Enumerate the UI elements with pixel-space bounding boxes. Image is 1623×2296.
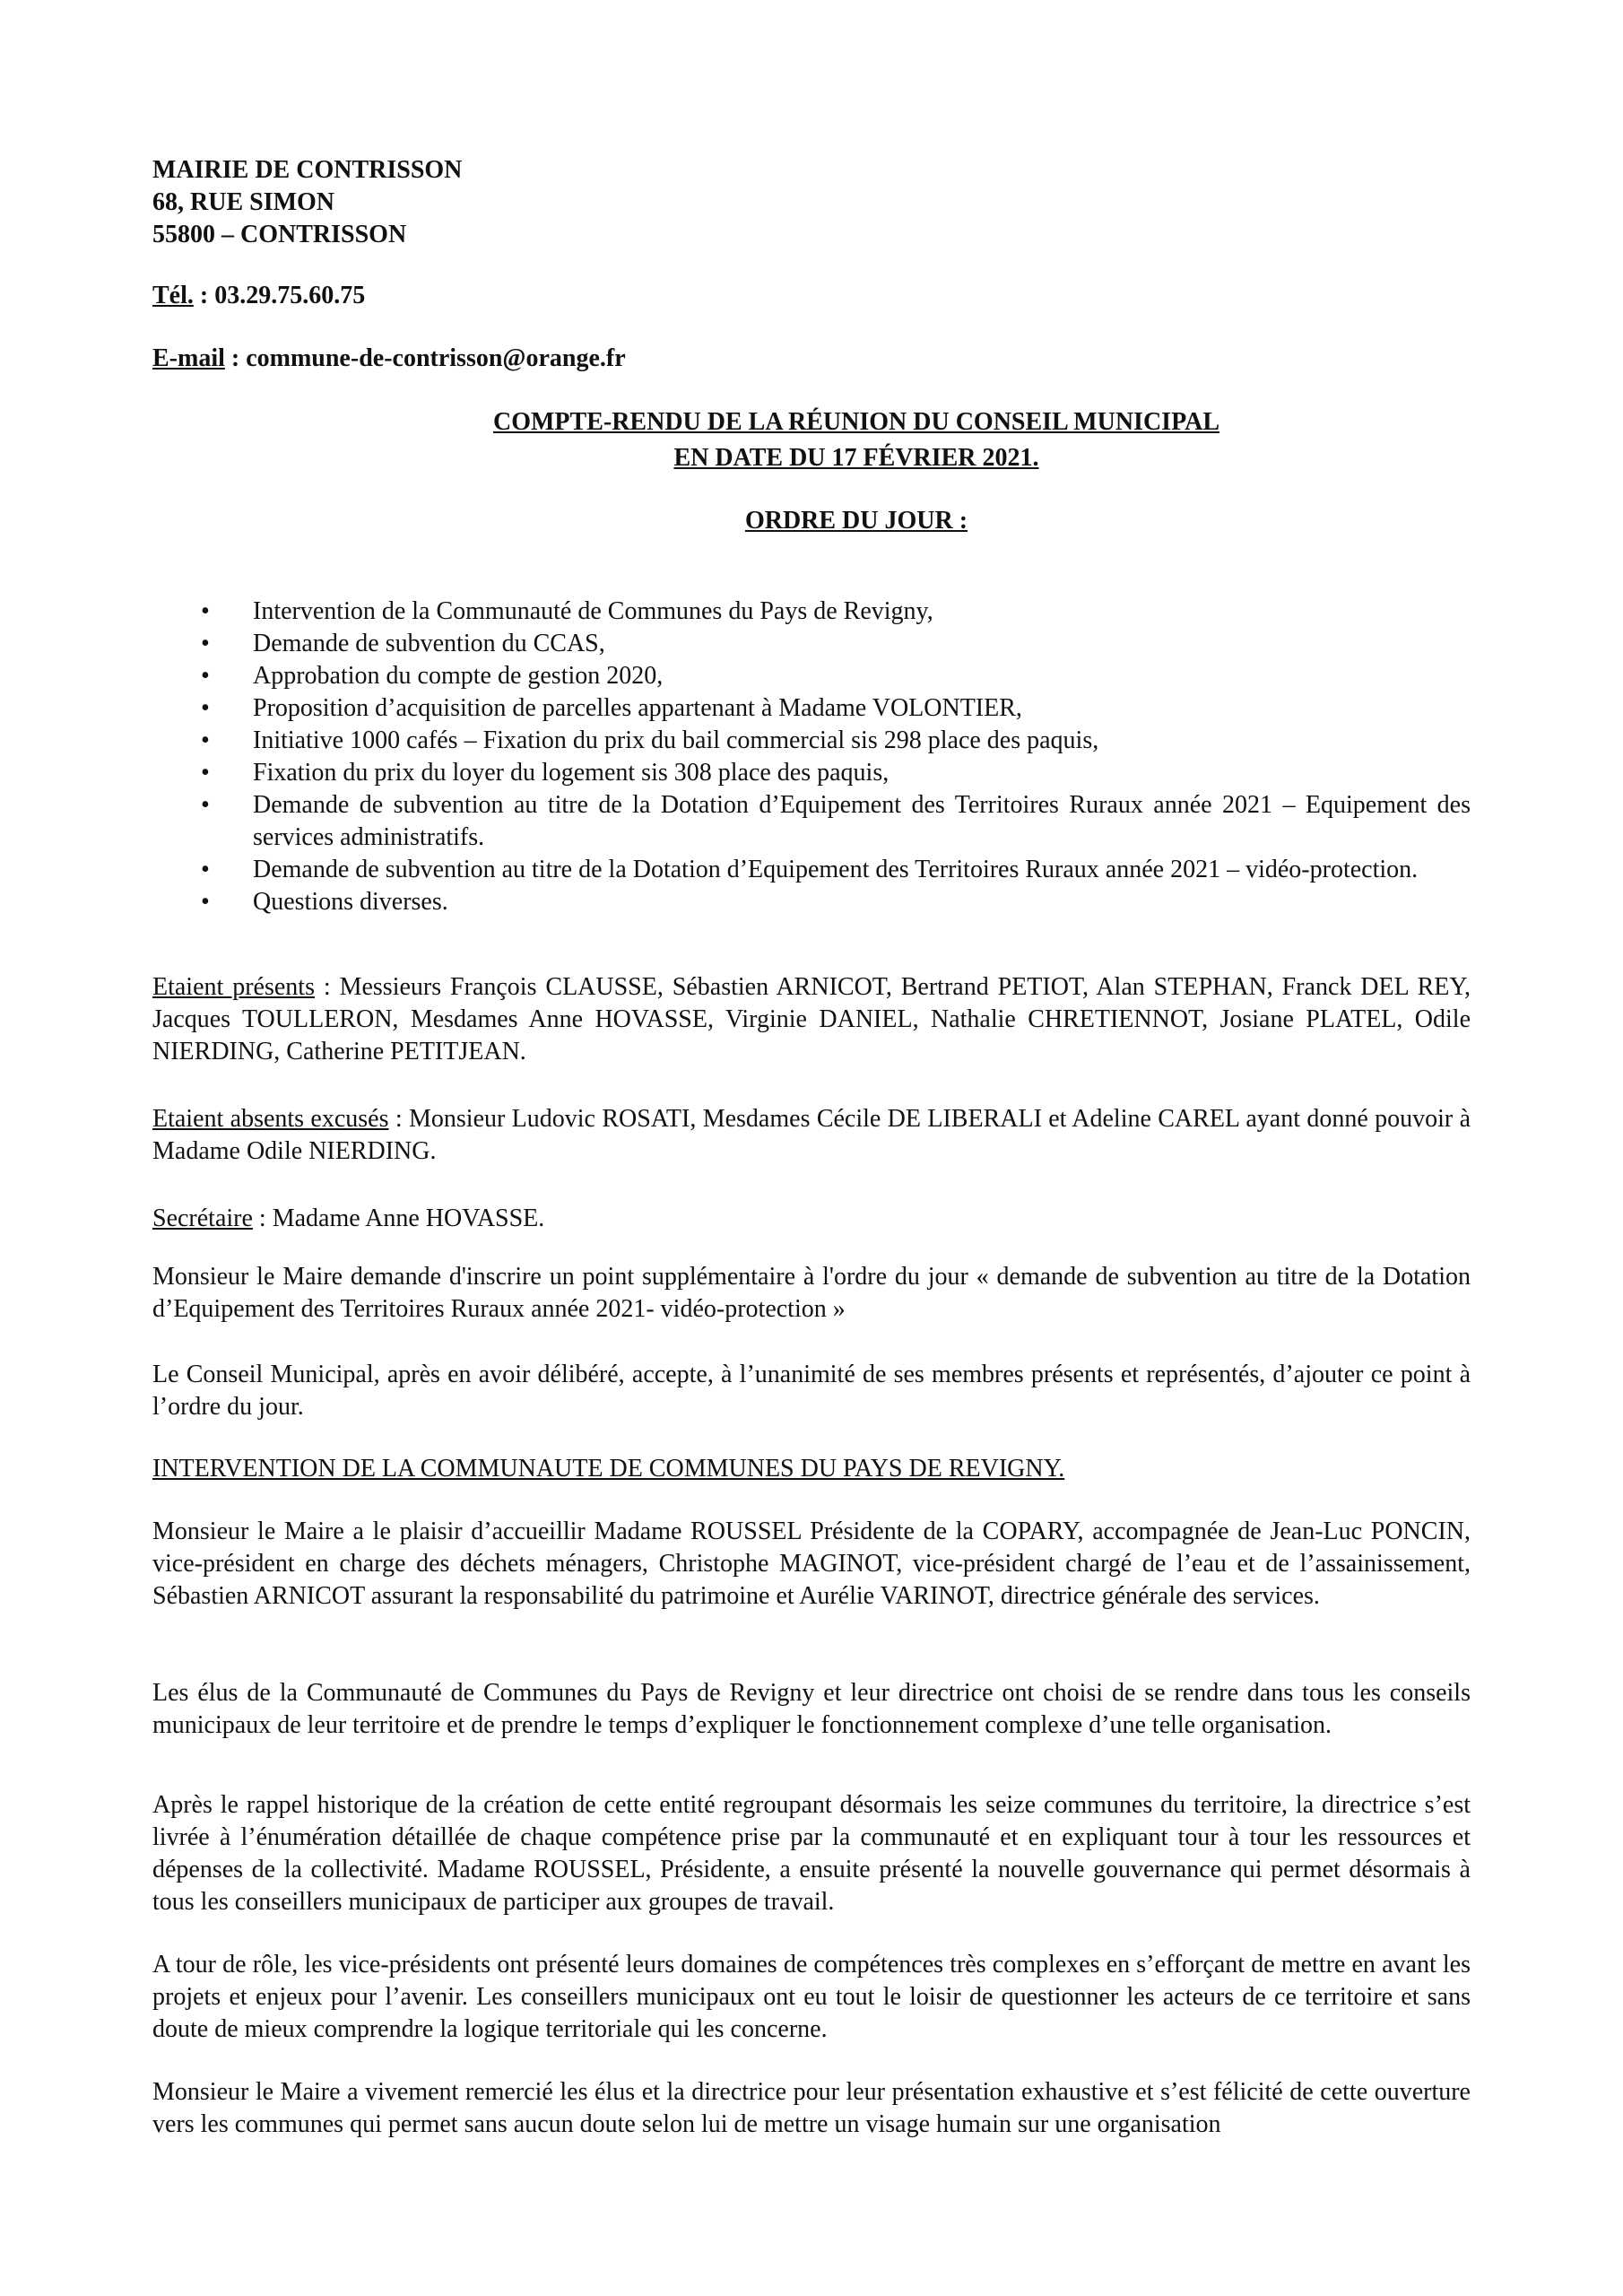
agenda-item-text: Intervention de la Communauté de Communes du Pays de Revigny, [253,597,933,625]
attendees-present [152,971,1471,1068]
agenda-item-text: Approbation du compte de gestion 2020, [253,662,664,690]
bullet-icon: • [201,888,210,916]
bullet-icon: • [201,694,210,722]
intervention-paragraph-2: Les élus de la Communauté de Communes du Pays de Revigny et leur directrice ont choisi de se rendre dans tous les conseils municipaux de leur territoire et de prendre le temps d’expliquer le fonctionnement complexe d’une telle organisation. [152,1679,1471,1739]
agenda-item [152,789,1471,854]
email-label: E-mail [152,344,225,372]
secretary-line [152,1203,1471,1235]
mairie-name: MAIRIE DE CONTRISSON [152,156,463,184]
attendees-absent-label: Etaient absents excusés [152,1105,389,1133]
telephone-line [152,280,365,312]
agenda-list [152,596,1471,918]
mairie-city: 55800 – CONTRISSON [152,221,407,248]
agenda-heading: ORDRE DU JOUR : [744,507,968,535]
agenda-item [152,596,1471,628]
mairie-street: 68, RUE SIMON [152,188,335,216]
agenda-item-text: Initiative 1000 cafés – Fixation du prix du bail commercial sis 298 place des paquis, [253,726,1099,754]
intervention-paragraph-3: Après le rappel historique de la création de cette entité regroupant désormais les seize communes du territoire, la directrice s’est livrée à l’énumération détaillée de chaque compétence prise par la communauté et en expliquant tour à tour les ressources et dépenses de la collectivité. Madame ROUSSEL, Présidente, a ensuite présenté la nouvelle gouvernance qui permet désormais à tous les conseillers municipaux de participer aux groupes de travail. [152,1791,1471,1916]
agenda-item-text: Questions diverses. [253,888,448,916]
agenda-item-text: Proposition d’acquisition de parcelles appartenant à Madame VOLONTIER, [253,694,1022,722]
agenda-item-text: Fixation du prix du loyer du logement sis 308 place des paquis, [253,759,890,787]
attendees-present-label: Etaient présents [152,973,315,1001]
agenda-item [152,886,1471,918]
attendees-absent-text: : Monsieur Ludovic ROSATI, Mesdames Cécile DE LIBERALI et Adeline CAREL ayant donné pouvoir à Madame Odile NIERDING. [152,1105,1471,1165]
email-value: : commune-de-contrisson@orange.fr [224,344,626,372]
agenda-item [152,757,1471,789]
document-title-line2: EN DATE DU 17 FÉVRIER 2021. [673,444,1039,472]
bullet-icon: • [201,630,210,657]
telephone-label: Tél. [152,282,194,309]
agenda-item [152,854,1471,886]
secretary-label: Secrétaire [152,1205,253,1232]
telephone-value: : 03.29.75.60.75 [193,282,366,309]
attendees-absent [152,1103,1471,1168]
mairie-address-block [152,154,462,251]
secretary-text: : Madame Anne HOVASSE. [252,1205,545,1232]
agenda-item [152,692,1471,725]
agenda-item [152,725,1471,757]
intervention-paragraph-5: Monsieur le Maire a vivement remercié les élus et la directrice pour leur présentation exhaustive et s’est félicité de cette ouverture vers les communes qui permet sans aucun doute selon lui de mettre un visage humain sur une organisation [152,2078,1471,2138]
agenda-item-text: Demande de subvention au titre de la Dotation d’Equipement des Territoires Ruraux année 2021 – Equipement des services administratifs. [253,791,1471,851]
agenda-item [152,628,1471,660]
bullet-icon: • [201,856,210,883]
bullet-icon: • [201,791,210,819]
mayor-request-paragraph: Monsieur le Maire demande d'inscrire un point supplémentaire à l'ordre du jour « demande de subvention au titre de la Dotation d’Equipement des Territoires Ruraux année 2021- vidéo-protection » [152,1263,1471,1323]
intervention-paragraph-1: Monsieur le Maire a le plaisir d’accueillir Madame ROUSSEL Présidente de la COPARY, accompagnée de Jean-Luc PONCIN, vice-président en charge des déchets ménagers, Christophe MAGINOT, vice-président chargé de l’eau et de l’assainissement, Sébastien ARNICOT assurant la responsabilité du patrimoine et Aurélie VARINOT, directrice générale des services. [152,1518,1471,1610]
intervention-paragraph-4: A tour de rôle, les vice-présidents ont présenté leurs domaines de compétences très complexes en s’efforçant de mettre en avant les projets et enjeux pour l’avenir. Les conseillers municipaux ont eu tout le loisir de questionner les acteurs de ce territoire et sans doute de mieux comprendre la logique territoriale qui les concerne. [152,1951,1471,2043]
agenda-item-text: Demande de subvention au titre de la Dotation d’Equipement des Territoires Ruraux année 2021 – vidéo-protection. [253,856,1419,883]
bullet-icon: • [201,597,210,625]
document-title-line1: COMPTE-RENDU DE LA RÉUNION DU CONSEIL MUNICIPAL [493,408,1219,436]
agenda-item [152,660,1471,692]
bullet-icon: • [201,759,210,787]
email-line [152,343,626,375]
bullet-icon: • [201,662,210,690]
agenda-item-text: Demande de subvention du CCAS, [253,630,605,657]
attendees-present-text: : Messieurs François CLAUSSE, Sébastien ARNICOT, Bertrand PETIOT, Alan STEPHAN, Franck DEL REY, Jacques TOULLERON, Mesdames Anne HOVASSE, Virginie DANIEL, Nathalie CHRETIENNOT, Josiane PLATEL, Odile NIERDING, Catherine PETITJEAN. [152,973,1471,1065]
council-decision-paragraph: Le Conseil Municipal, après en avoir délibéré, accepte, à l’unanimité de ses membres présents et représentés, d’ajouter ce point à l’ordre du jour. [152,1361,1471,1421]
bullet-icon: • [201,726,210,754]
section-heading: INTERVENTION DE LA COMMUNAUTE DE COMMUNES DU PAYS DE REVIGNY. [152,1455,1065,1483]
